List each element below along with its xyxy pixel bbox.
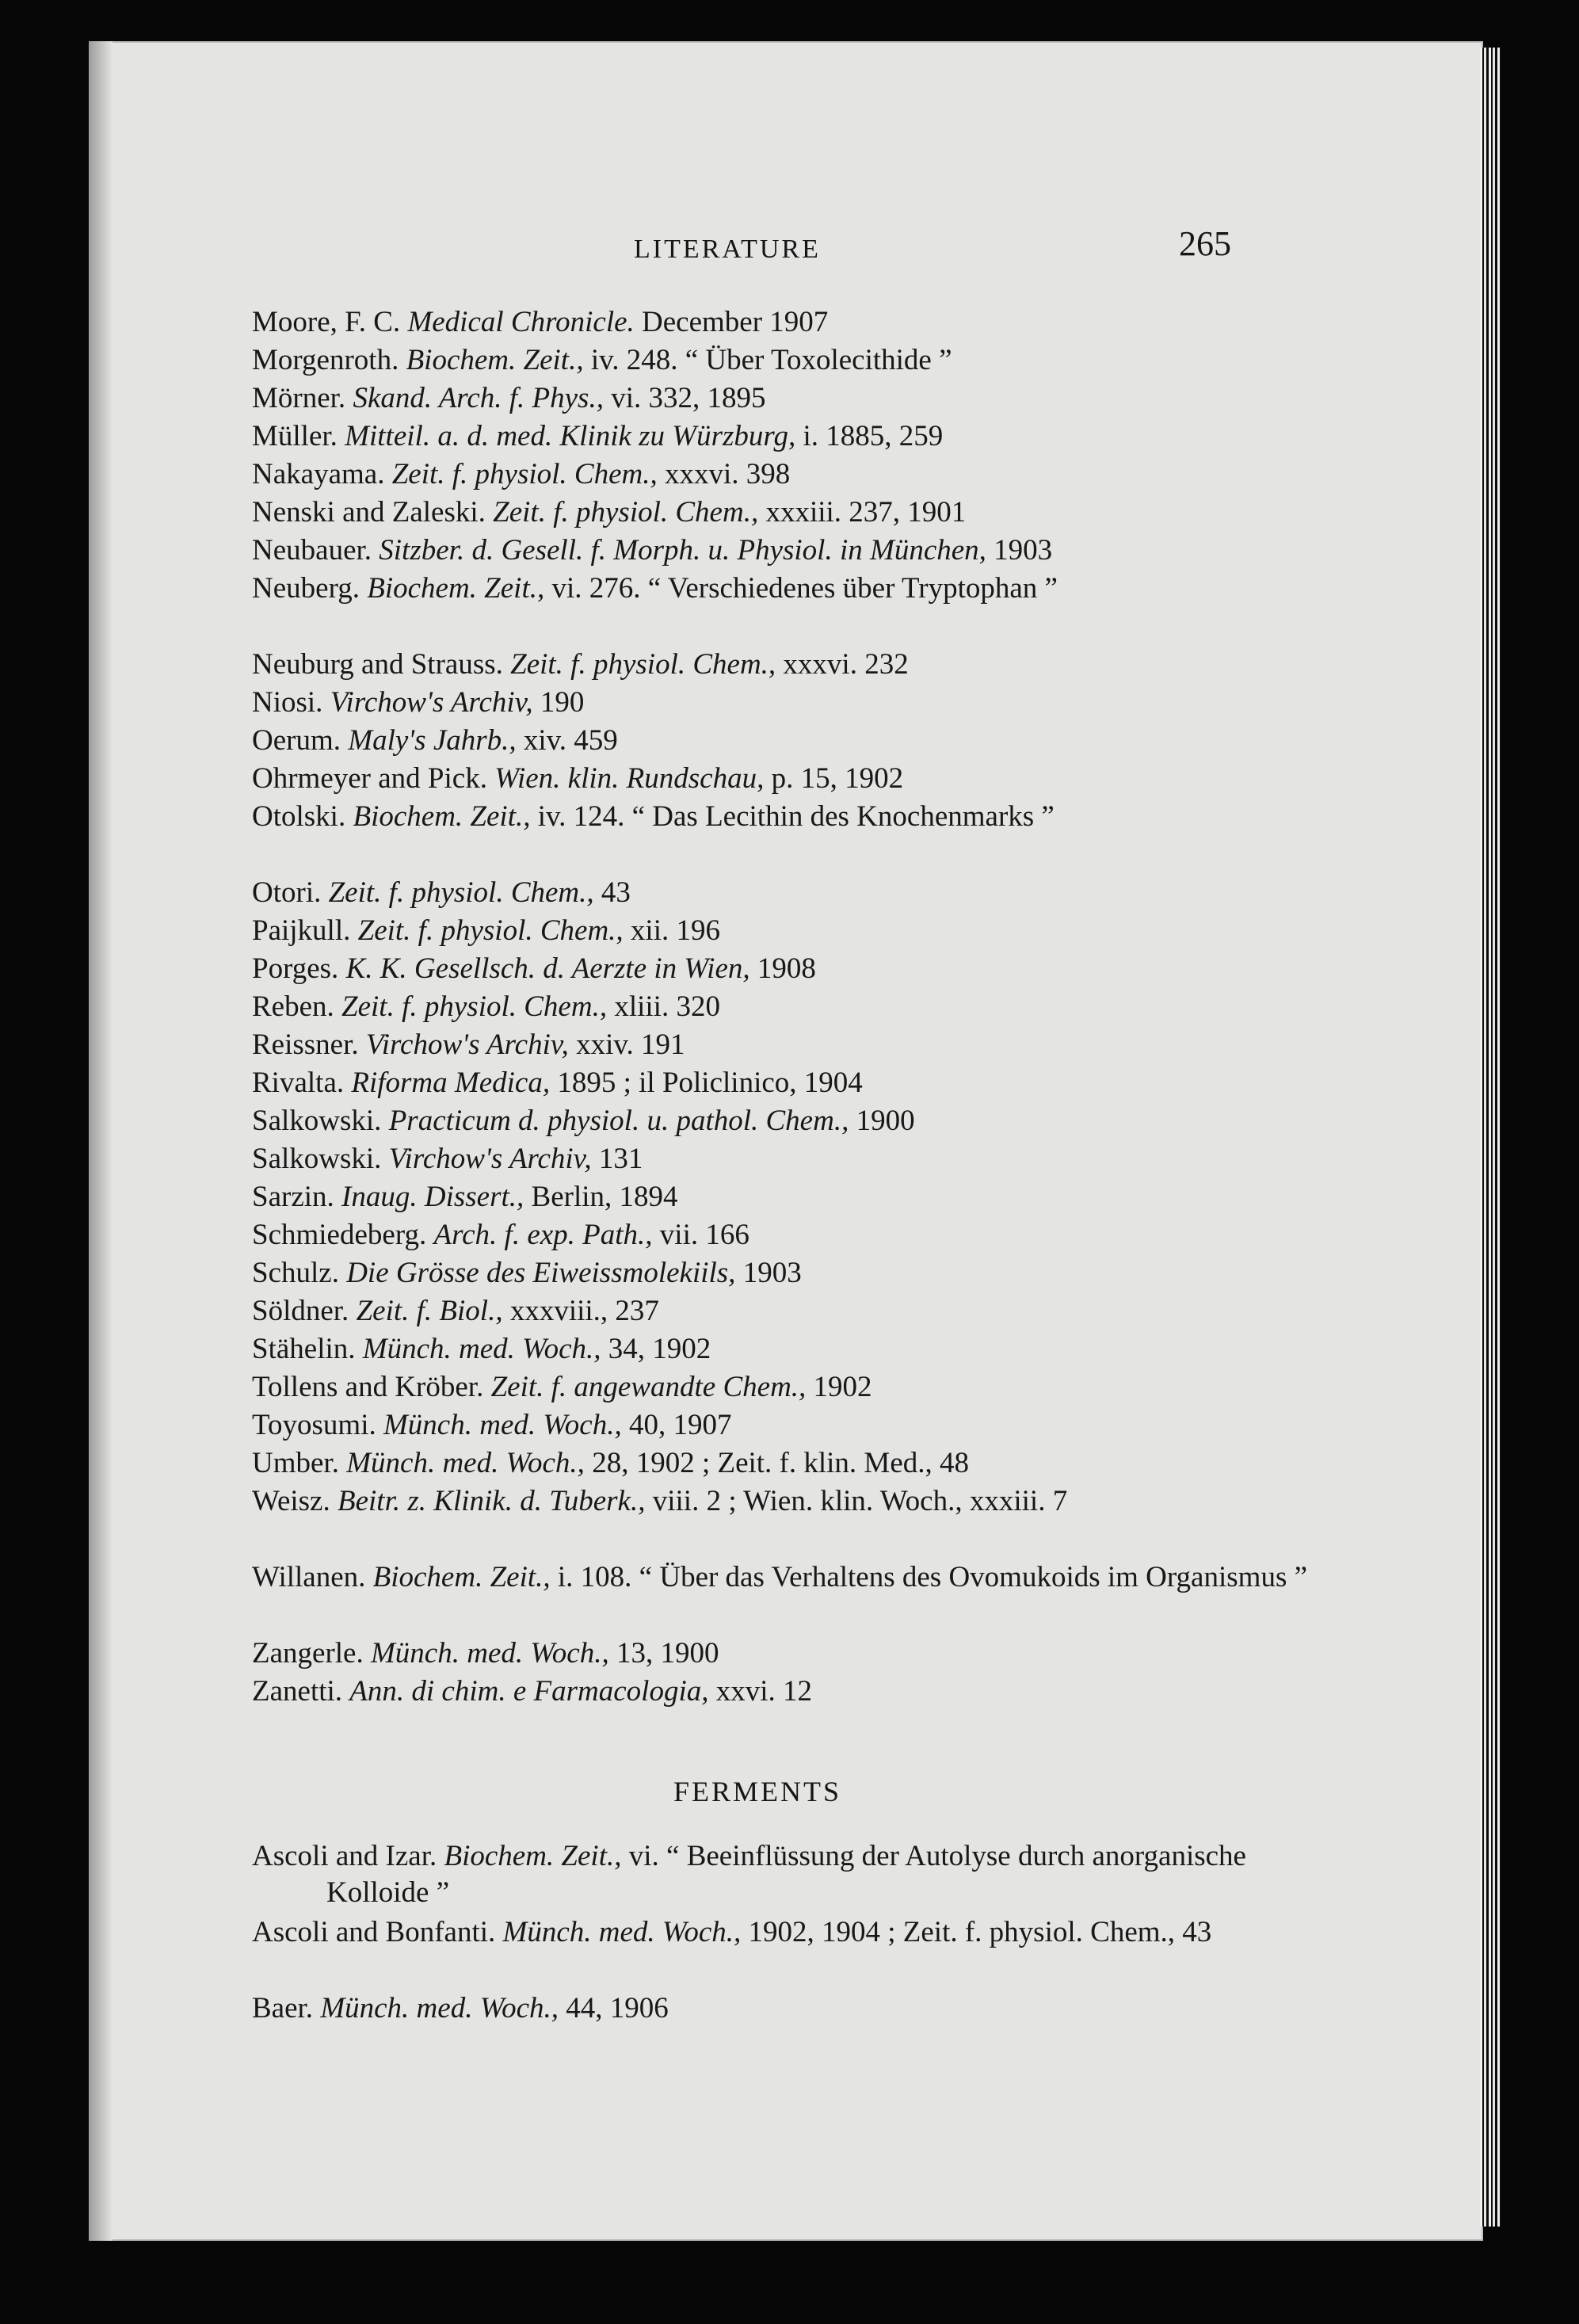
entry-author: Söldner. bbox=[252, 1295, 349, 1327]
entry-source: Zeit. f. angewandte Chem., bbox=[490, 1371, 807, 1403]
bibliography-entry bbox=[252, 1103, 1348, 1139]
entry-detail: vi. “ Beeinflüssung der Autolyse durch anorganische Kolloide ” bbox=[326, 1840, 1246, 1909]
bibliography-entry bbox=[252, 1445, 1348, 1482]
bibliography-entry bbox=[252, 456, 1348, 493]
entry-author: Oerum. bbox=[252, 724, 341, 757]
entry-source: Biochem. Zeit., bbox=[372, 1561, 551, 1593]
bibliography-entry bbox=[252, 723, 1348, 759]
entry-detail: i. 1885, 259 bbox=[803, 420, 944, 452]
entry-author: Zanetti. bbox=[252, 1675, 343, 1708]
page-left-shadow bbox=[89, 41, 113, 2241]
entry-source: Zeit. f. physiol. Chem., bbox=[328, 876, 594, 909]
bibliography-entry bbox=[252, 685, 1348, 721]
bibliography-entry bbox=[252, 1407, 1348, 1444]
entry-detail: 13, 1900 bbox=[616, 1637, 719, 1670]
entry-detail: 190 bbox=[540, 686, 585, 719]
bibliography-entry bbox=[252, 1179, 1348, 1215]
entry-detail: Berlin, 1894 bbox=[531, 1181, 678, 1213]
entry-source: Biochem. Zeit., bbox=[406, 344, 584, 376]
page-number: 265 bbox=[1179, 224, 1231, 263]
entry-source: Münch. med. Woch., bbox=[383, 1409, 622, 1441]
entry-author: Sarzin. bbox=[252, 1181, 334, 1213]
entry-source: Practicum d. physiol. u. pathol. Chem., bbox=[388, 1105, 849, 1137]
entry-source: Zeit. f. physiol. Chem., bbox=[510, 648, 776, 681]
bibliography-entry bbox=[252, 951, 1348, 987]
entry-author: Otori. bbox=[252, 876, 322, 909]
entry-detail: 1903 bbox=[742, 1257, 802, 1289]
entry-author: Niosi. bbox=[252, 686, 323, 719]
entry-author: Schulz. bbox=[252, 1257, 339, 1289]
entry-author: Umber. bbox=[252, 1447, 339, 1479]
bibliography-entry bbox=[252, 913, 1348, 949]
entry-detail: xxxvi. 398 bbox=[665, 458, 791, 490]
entry-source: Biochem. Zeit., bbox=[444, 1840, 622, 1872]
running-head: LITERATURE bbox=[634, 235, 821, 264]
bibliography-entry bbox=[252, 1635, 1348, 1672]
bibliography-entry bbox=[252, 1065, 1348, 1101]
entry-author: Ascoli and Bonfanti. bbox=[252, 1916, 496, 1948]
entry-source: Zeit. f. Biol., bbox=[356, 1295, 503, 1327]
entry-author: Porges. bbox=[252, 952, 339, 985]
entry-author: Ohrmeyer and Pick. bbox=[252, 762, 487, 795]
entry-author: Reben. bbox=[252, 990, 334, 1023]
entry-source: Sitzber. d. Gesell. f. Morph. u. Physiol. in München, bbox=[379, 534, 986, 567]
bibliography-entry bbox=[252, 418, 1348, 455]
entry-detail: iv. 124. “ Das Lecithin des Knochenmarks ” bbox=[537, 800, 1055, 833]
bibliography-entry bbox=[252, 1914, 1348, 1951]
entry-source: Biochem. Zeit., bbox=[353, 800, 531, 833]
entry-author: Tollens and Kröber. bbox=[252, 1371, 484, 1403]
bibliography-entry bbox=[252, 761, 1348, 797]
entry-source: Die Grösse des Eiweissmolekiils, bbox=[346, 1257, 736, 1289]
entry-source: Zeit. f. physiol. Chem., bbox=[391, 458, 658, 490]
section-heading-ferments: FERMENTS bbox=[673, 1776, 842, 1807]
bibliography-entry bbox=[252, 304, 1348, 341]
entry-detail: i. 108. “ Über das Verhaltens des Ovomukoids im Organismus ” bbox=[557, 1561, 1308, 1593]
bibliography-entry bbox=[252, 799, 1348, 835]
bibliography-entry bbox=[252, 342, 1348, 379]
bibliography-entry bbox=[252, 1027, 1348, 1063]
entry-detail: iv. 248. “ Über Toxolecithide ” bbox=[590, 344, 952, 376]
entry-source: Arch. f. exp. Path., bbox=[433, 1219, 653, 1251]
entry-source: Virchow's Archiv, bbox=[388, 1143, 592, 1175]
entry-detail: vi. 276. “ Verschiedenes über Tryptophan ” bbox=[551, 572, 1058, 605]
entry-author: Salkowski. bbox=[252, 1105, 382, 1137]
entry-source: Zeit. f. physiol. Chem., bbox=[341, 990, 608, 1023]
bibliography-entry bbox=[252, 1369, 1348, 1406]
entry-detail: 1908 bbox=[757, 952, 816, 985]
entry-detail: December 1907 bbox=[642, 306, 829, 338]
entry-detail: xxvi. 12 bbox=[715, 1675, 813, 1708]
entry-detail: xliii. 320 bbox=[614, 990, 720, 1023]
bibliography-entry bbox=[252, 647, 1348, 683]
entry-detail: 43 bbox=[601, 876, 631, 909]
entry-author: Reissner. bbox=[252, 1028, 359, 1061]
entry-detail: 1902 bbox=[813, 1371, 872, 1403]
bibliography-entry bbox=[252, 1483, 1348, 1520]
entry-detail: 40, 1907 bbox=[628, 1409, 732, 1441]
bibliography-entry bbox=[252, 1255, 1348, 1292]
entry-detail: 34, 1902 bbox=[608, 1333, 711, 1365]
entry-source: Maly's Jahrb., bbox=[348, 724, 517, 757]
entry-source: Münch. med. Woch., bbox=[320, 1992, 559, 2024]
entry-author: Nakayama. bbox=[252, 458, 385, 490]
bibliography-entry bbox=[252, 1559, 1348, 1596]
entry-author: Neubauer. bbox=[252, 534, 372, 567]
entry-author: Nenski and Zaleski. bbox=[252, 496, 486, 529]
entry-author: Baer. bbox=[252, 1992, 314, 2024]
entry-author: Stähelin. bbox=[252, 1333, 356, 1365]
entry-detail: 1902, 1904 ; Zeit. f. physiol. Chem., 43 bbox=[748, 1916, 1212, 1948]
entry-author: Ascoli and Izar. bbox=[252, 1840, 437, 1872]
entry-author: Müller. bbox=[252, 420, 338, 452]
entry-detail: 28, 1902 ; Zeit. f. klin. Med., 48 bbox=[592, 1447, 970, 1479]
entry-source: Münch. med. Woch., bbox=[362, 1333, 601, 1365]
entry-author: Morgenroth. bbox=[252, 344, 399, 376]
entry-source: Münch. med. Woch., bbox=[346, 1447, 585, 1479]
entry-detail: 1895 ; il Policlinico, 1904 bbox=[557, 1067, 863, 1099]
entry-author: Otolski. bbox=[252, 800, 346, 833]
entry-detail: xxxvi. 232 bbox=[783, 648, 909, 681]
entry-source: Zeit. f. physiol. Chem., bbox=[493, 496, 759, 529]
entry-author: Willanen. bbox=[252, 1561, 366, 1593]
entry-author: Neuburg and Strauss. bbox=[252, 648, 503, 681]
bibliography-entry bbox=[252, 1331, 1348, 1368]
entry-source: Ann. di chim. e Farmacologia, bbox=[349, 1675, 709, 1708]
entry-author: Schmiedeberg. bbox=[252, 1219, 427, 1251]
entry-detail: xxxiii. 237, 1901 bbox=[765, 496, 967, 529]
entry-source: Inaug. Dissert., bbox=[341, 1181, 524, 1213]
entry-source: Münch. med. Woch., bbox=[502, 1916, 742, 1948]
entry-source: Medical Chronicle. bbox=[407, 306, 635, 338]
page-binding-edge bbox=[1480, 48, 1501, 2227]
bibliography-entry bbox=[252, 494, 1348, 531]
entry-detail: vi. 332, 1895 bbox=[611, 382, 766, 414]
entry-detail: xiv. 459 bbox=[523, 724, 618, 757]
entry-source: Münch. med. Woch., bbox=[370, 1637, 609, 1670]
bibliography-entry bbox=[252, 1990, 1348, 2027]
entry-detail: 131 bbox=[598, 1143, 643, 1175]
entry-author: Weisz. bbox=[252, 1485, 330, 1517]
entry-source: Zeit. f. physiol. Chem., bbox=[357, 914, 624, 947]
entry-detail: 1903 bbox=[994, 534, 1053, 567]
entry-author: Mörner. bbox=[252, 382, 346, 414]
entry-detail: p. 15, 1902 bbox=[771, 762, 904, 795]
entry-author: Zangerle. bbox=[252, 1637, 364, 1670]
entry-detail: viii. 2 ; Wien. klin. Woch., xxxiii. 7 bbox=[652, 1485, 1068, 1517]
entry-author: Toyosumi. bbox=[252, 1409, 376, 1441]
bibliography-entry bbox=[252, 875, 1348, 911]
entry-detail: 44, 1906 bbox=[566, 1992, 669, 2024]
bibliography-entry bbox=[252, 1293, 1348, 1330]
bibliography-entry bbox=[252, 1838, 1348, 1911]
entry-detail: xxiv. 191 bbox=[576, 1028, 685, 1061]
entry-source: Skand. Arch. f. Phys., bbox=[353, 382, 604, 414]
bibliography-entry bbox=[252, 1141, 1348, 1177]
entry-source: Beitr. z. Klinik. d. Tuberk., bbox=[337, 1485, 646, 1517]
entry-source: K. K. Gesellsch. d. Aerzte in Wien, bbox=[345, 952, 750, 985]
entry-detail: xxxviii., 237 bbox=[509, 1295, 659, 1327]
entry-author: Moore, F. C. bbox=[252, 306, 401, 338]
entry-source: Wien. klin. Rundschau, bbox=[494, 762, 765, 795]
bibliography-entry bbox=[252, 1673, 1348, 1710]
entry-author: Rivalta. bbox=[252, 1067, 345, 1099]
entry-source: Virchow's Archiv, bbox=[330, 686, 533, 719]
bibliography-entry bbox=[252, 532, 1348, 569]
entry-source: Virchow's Archiv, bbox=[365, 1028, 569, 1061]
entry-source: Mitteil. a. d. med. Klinik zu Würzburg, bbox=[345, 420, 796, 452]
bibliography-entry bbox=[252, 989, 1348, 1025]
entry-detail: xii. 196 bbox=[630, 914, 720, 947]
bibliography-entry bbox=[252, 1217, 1348, 1254]
entry-detail: 1900 bbox=[856, 1105, 915, 1137]
bibliography-entry bbox=[252, 571, 1348, 607]
entry-author: Paijkull. bbox=[252, 914, 351, 947]
entry-author: Neuberg. bbox=[252, 572, 360, 605]
entry-author: Salkowski. bbox=[252, 1143, 382, 1175]
bibliography-entry bbox=[252, 380, 1348, 417]
entry-source: Riforma Medica, bbox=[351, 1067, 551, 1099]
entry-detail: vii. 166 bbox=[659, 1219, 749, 1251]
entry-source: Biochem. Zeit., bbox=[367, 572, 545, 605]
